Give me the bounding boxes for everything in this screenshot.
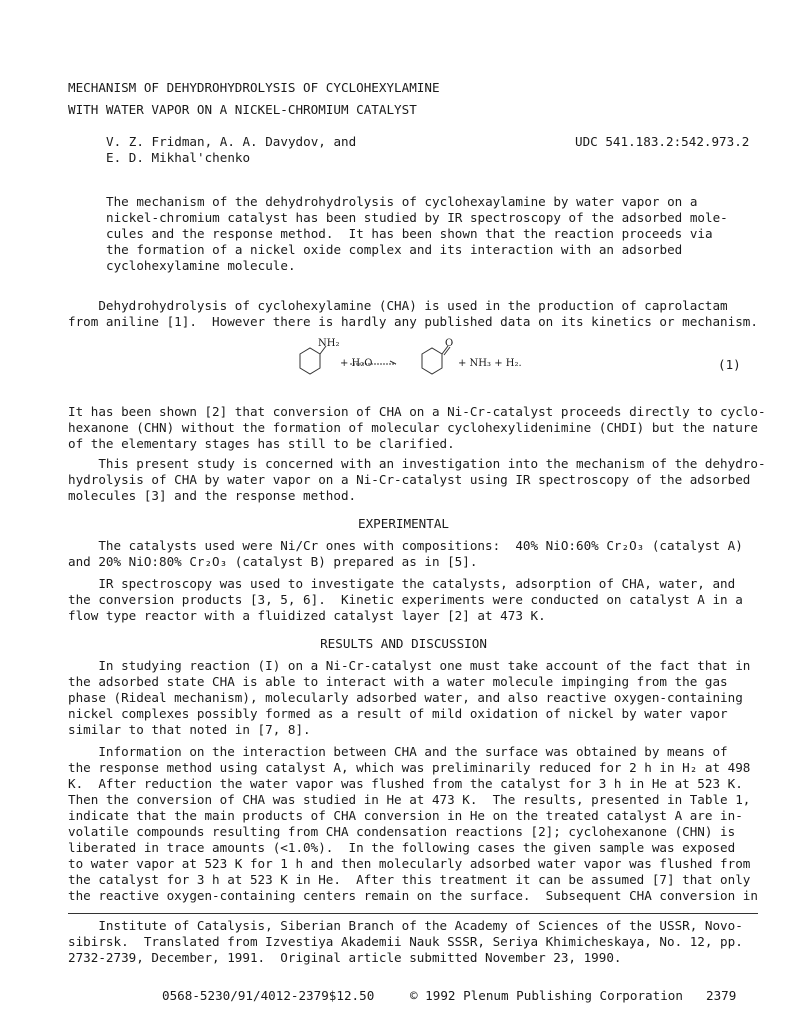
body-line: hexanone (CHN) without the formation of molecular cyclohexylidenimine (CHDI) but the nature (68, 420, 758, 435)
body-line: IR spectroscopy was used to investigate the catalysts, adsorption of CHA, water, and (68, 576, 736, 591)
abstract-line: cyclohexylamine molecule. (106, 258, 296, 273)
body-line: It has been shown [2] that conversion of CHA on a Ni-Cr-catalyst proceeds directly to cyclo- (68, 404, 766, 419)
body-line: Then the conversion of CHA was studied in He at 473 K. The results, presented in Table 1, (68, 792, 751, 807)
paper-title-line-2: WITH WATER VAPOR ON A NICKEL-CHROMIUM CATALYST (68, 102, 417, 117)
reaction-products-label: + NH₃ + H₂. (458, 358, 522, 369)
section-heading-results: RESULTS AND DISCUSSION (320, 636, 487, 651)
intro-line: from aniline [1]. However there is hardly any published data on its kinetics or mechanism. (68, 314, 758, 329)
udc-code: UDC 541.183.2:542.973.2 (575, 134, 750, 149)
issn-price: 0568-5230/91/4012-2379$12.50 (162, 988, 375, 1003)
reaction-equation (290, 340, 750, 388)
footnote-line: 2732-2739, December, 1991. Original article submitted November 23, 1990. (68, 950, 622, 965)
body-line: to water vapor at 523 K for 1 h and then molecularly adsorbed water vapor was flushed from (68, 856, 751, 871)
nh2-label: NH₂ (318, 338, 340, 349)
abstract-line: nickel-chromium catalyst has been studied by IR spectroscopy of the adsorbed mole- (106, 210, 728, 225)
copyright-line: © 1992 Plenum Publishing Corporation (410, 988, 683, 1003)
body-line: hydrolysis of CHA by water vapor on a Ni-Cr-catalyst using IR spectroscopy of the adsorbed (68, 472, 751, 487)
footnote-line: Institute of Catalysis, Siberian Branch of the Academy of Sciences of the USSR, Novo- (68, 918, 743, 933)
water-reactant-label: + H₂O (340, 358, 373, 369)
abstract-line: cules and the response method. It has been shown that the reaction proceeds via (106, 226, 713, 241)
body-line: K. After reduction the water vapor was flushed from the catalyst for 3 h in He at 523 K. (68, 776, 743, 791)
body-line: similar to that noted in [7, 8]. (68, 722, 311, 737)
cyclohexane-ring-reactant (300, 348, 320, 374)
body-line: volatile compounds resulting from CHA condensation reactions [2]; cyclohexanone (CHN) is (68, 824, 736, 839)
body-line: indicate that the main products of CHA conversion in He on the treated catalyst A are in- (68, 808, 743, 823)
body-line: the adsorbed state CHA is able to interact with a water molecule impinging from the gas (68, 674, 728, 689)
body-line: Information on the interaction between CHA and the surface was obtained by means of (68, 744, 728, 759)
body-line: The catalysts used were Ni/Cr ones with compositions: 40% NiO:60% Cr₂O₃ (catalyst A) (68, 538, 743, 553)
body-line: In studying reaction (I) on a Ni-Cr-catalyst one must take account of the fact that in (68, 658, 751, 673)
authors-line-1: V. Z. Fridman, A. A. Davydov, and (106, 134, 357, 149)
body-line: nickel complexes possibly formed as a result of mild oxidation of nickel by water vapor (68, 706, 728, 721)
body-line: the catalyst for 3 h at 523 K in He. After this treatment it can be assumed [7] that only (68, 872, 751, 887)
authors-line-2: E. D. Mikhal'chenko (106, 150, 251, 165)
footnote-line: sibirsk. Translated from Izvestiya Akademii Nauk SSSR, Seriya Khimicheskaya, No. 12, pp. (68, 934, 743, 949)
section-heading-experimental: EXPERIMENTAL (358, 516, 449, 531)
body-line: liberated in trace amounts (<1.0%). In the following cases the given sample was exposed (68, 840, 736, 855)
body-line: the response method using catalyst A, which was preliminarily reduced for 2 h in H₂ at 498 (68, 760, 751, 775)
page-number: 2379 (706, 988, 737, 1003)
oxygen-label: O (445, 338, 454, 349)
body-line: molecules [3] and the response method. (68, 488, 357, 503)
body-line: the conversion products [3, 5, 6]. Kinetic experiments were conducted on catalyst A in a (68, 592, 743, 607)
abstract-line: the formation of a nickel oxide complex and its interaction with an adsorbed (106, 242, 683, 257)
paper-title-line-1: MECHANISM OF DEHYDROHYDROLYSIS OF CYCLOHEXYLAMINE (68, 80, 440, 95)
body-line: the reactive oxygen-containing centers remain on the surface. Subsequent CHA conversion in (68, 888, 758, 903)
body-line: This present study is concerned with an investigation into the mechanism of the dehydro- (68, 456, 766, 471)
body-line: flow type reactor with a fluidized catalyst layer [2] at 473 K. (68, 608, 546, 623)
body-line: and 20% NiO:80% Cr₂O₃ (catalyst B) prepared as in [5]. (68, 554, 478, 569)
intro-line: Dehydrohydrolysis of cyclohexylamine (CHA) is used in the production of caprolactam (68, 298, 728, 313)
equation-number: (1) (718, 357, 741, 372)
cyclohexanone-ring-product (422, 348, 442, 374)
abstract-line: The mechanism of the dehydrohydrolysis of cyclohexaylamine by water vapor on a (106, 194, 698, 209)
body-line: phase (Rideal mechanism), molecularly adsorbed water, and also reactive oxygen-containing (68, 690, 743, 705)
footnote-divider (68, 913, 758, 914)
body-line: of the elementary stages has still to be clarified. (68, 436, 455, 451)
